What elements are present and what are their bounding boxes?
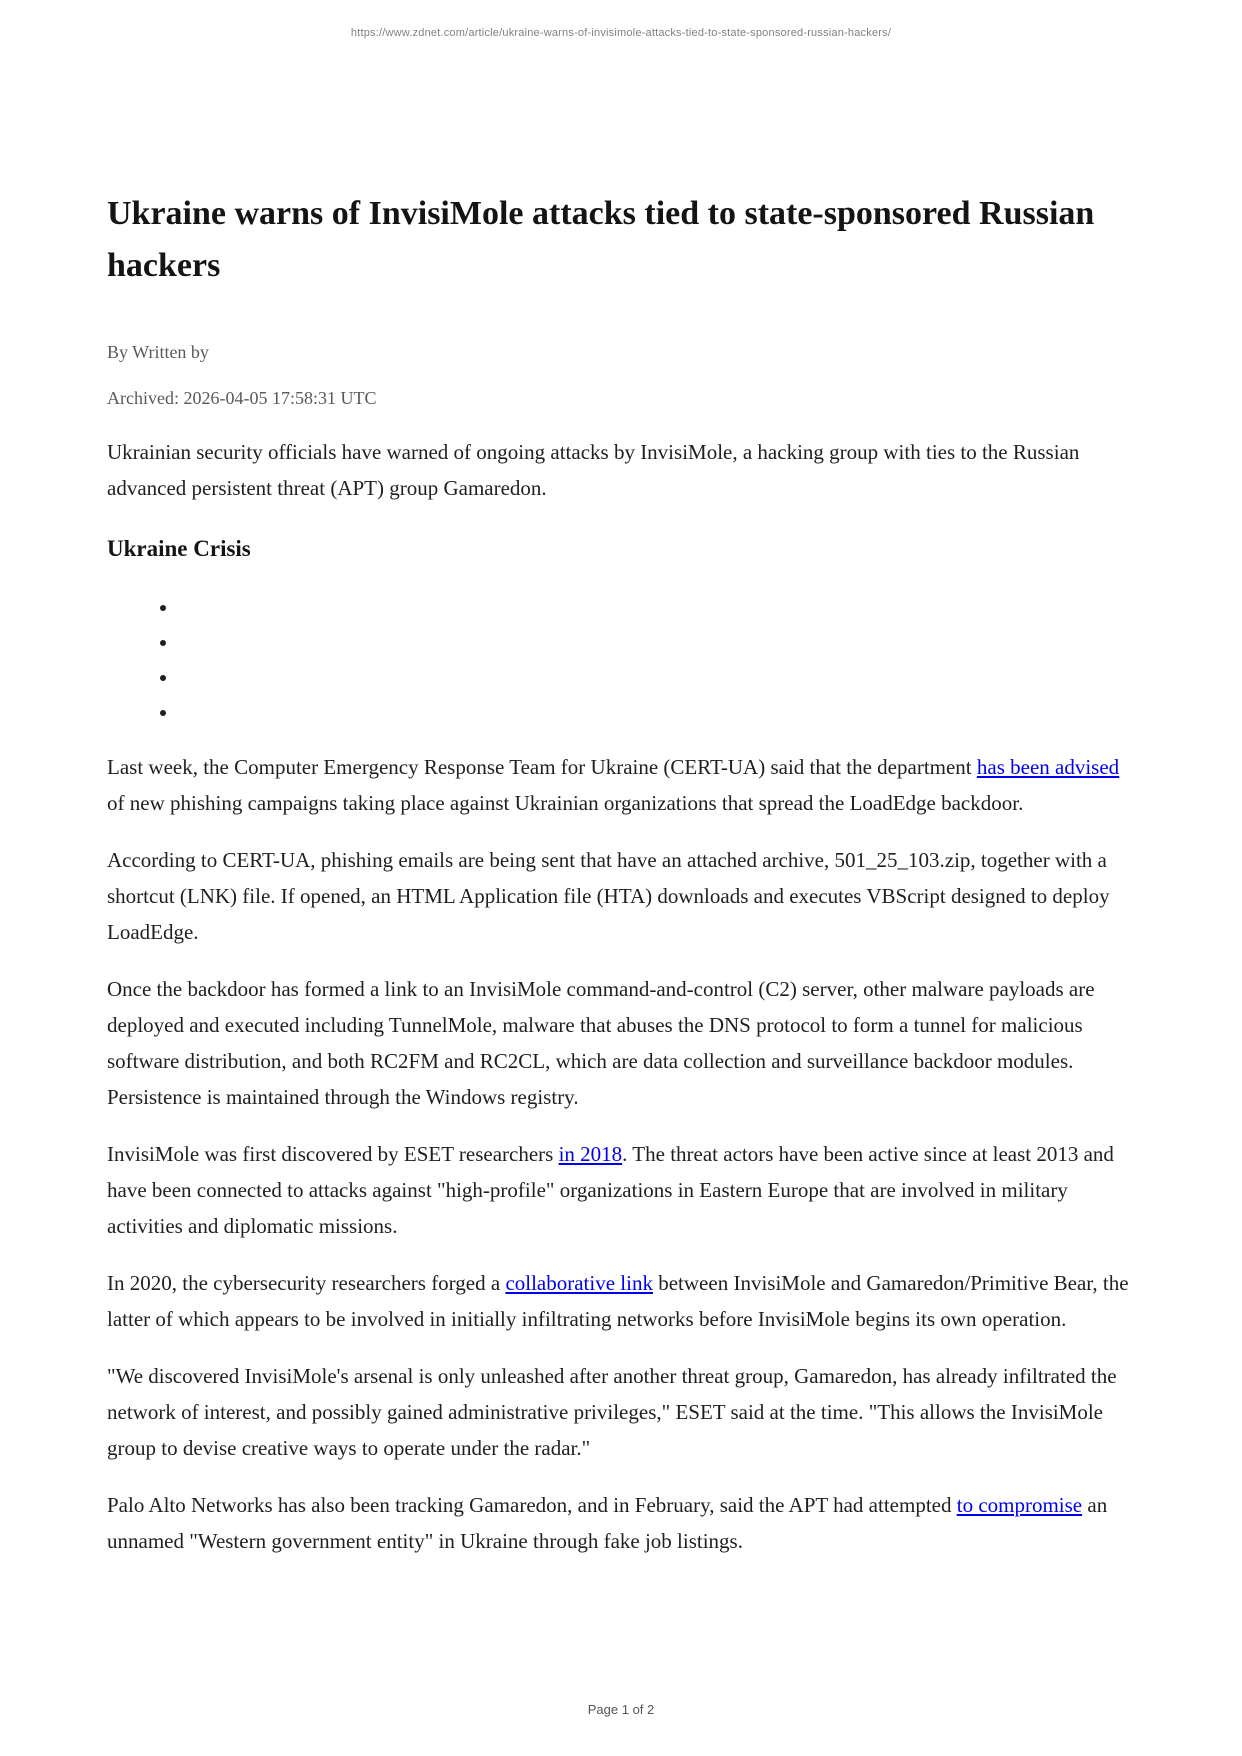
paragraph: Palo Alto Networks has also been tracking Gamaredon, and in February, said the APT had attempted to compromise an unnamed "Western government entity" in Ukraine through fake job listings. [107,1493,1108,1553]
paragraph: In 2020, the cybersecurity researchers forged a collaborative link between InvisiMole and Gamaredon/Primitive Bear, the latter of which appears to be involved in initially infiltrating networks before InvisiMole begins its own operation. [107,1271,1129,1331]
paragraph: Once the backdoor has formed a link to an InvisiMole command-and-control (C2) server, other malware payloads are deployed and executed including TunnelMole, malware that abuses the DNS protocol to form a tunnel for malicious software distribution, and both RC2FM and RC2CL, which are data collection and surveillance backdoor modules. Persistence is maintained through the Windows registry. [107,977,1095,1109]
inline-link[interactable]: in 2018 [558,1142,623,1166]
list-item [179,590,1135,625]
header-url: https://www.zdnet.com/article/ukraine-warns-of-invisimole-attacks-tied-to-state-sponsored-russian-hackers/ [350,27,892,39]
archive-timestamp: Archived: 2026-04-05 17:58:31 UTC [107,388,377,408]
related-links-list [107,590,1135,730]
intro-paragraph: Ukrainian security officials have warned of ongoing attacks by InvisiMole, a hacking group with ties to the Russian advanced persistent threat (APT) group Gamaredon. [107,440,1080,500]
paragraph: Last week, the Computer Emergency Response Team for Ukraine (CERT-UA) said that the department has been advised of new phishing campaigns taking place against Ukrainian organizations that spread the LoadEdge backdoor. [107,755,1120,815]
paragraph: InvisiMole was first discovered by ESET researchers in 2018. The threat actors have been active since at least 2013 and have been connected to attacks against "high-profile" organizations in Eastern Europe that are involved in military activities and diplomatic missions. [107,1142,1114,1238]
page-number: Page 1 of 2 [587,1702,655,1717]
list-item [179,625,1135,660]
paragraph: According to CERT-UA, phishing emails are being sent that have an attached archive, 501_25_103.zip, together with a shortcut (LNK) file. If opened, an HTML Application file (HTA) downloads and executes VBScript designed to deploy LoadEdge. [107,848,1110,944]
list-item [179,660,1135,695]
paragraph: "We discovered InvisiMole's arsenal is only unleashed after another threat group, Gamaredon, has already infiltrated the network of interest, and possibly gained administrative privileges," ESET said at the time. "This allows the InvisiMole group to devise creative ways to operate under the radar." [107,1364,1117,1460]
article-body [107,749,1135,1559]
byline: By Written by [107,342,209,362]
inline-link[interactable]: collaborative link [505,1271,653,1295]
inline-link[interactable]: to compromise [956,1493,1083,1517]
section-heading-ukraine-crisis: Ukraine Crisis [107,536,251,561]
article [107,0,1135,1580]
article-title: Ukraine warns of InvisiMole attacks tied to state-sponsored Russian hackers [107,195,1095,284]
list-item [179,695,1135,730]
inline-link[interactable]: has been advised [976,755,1120,779]
